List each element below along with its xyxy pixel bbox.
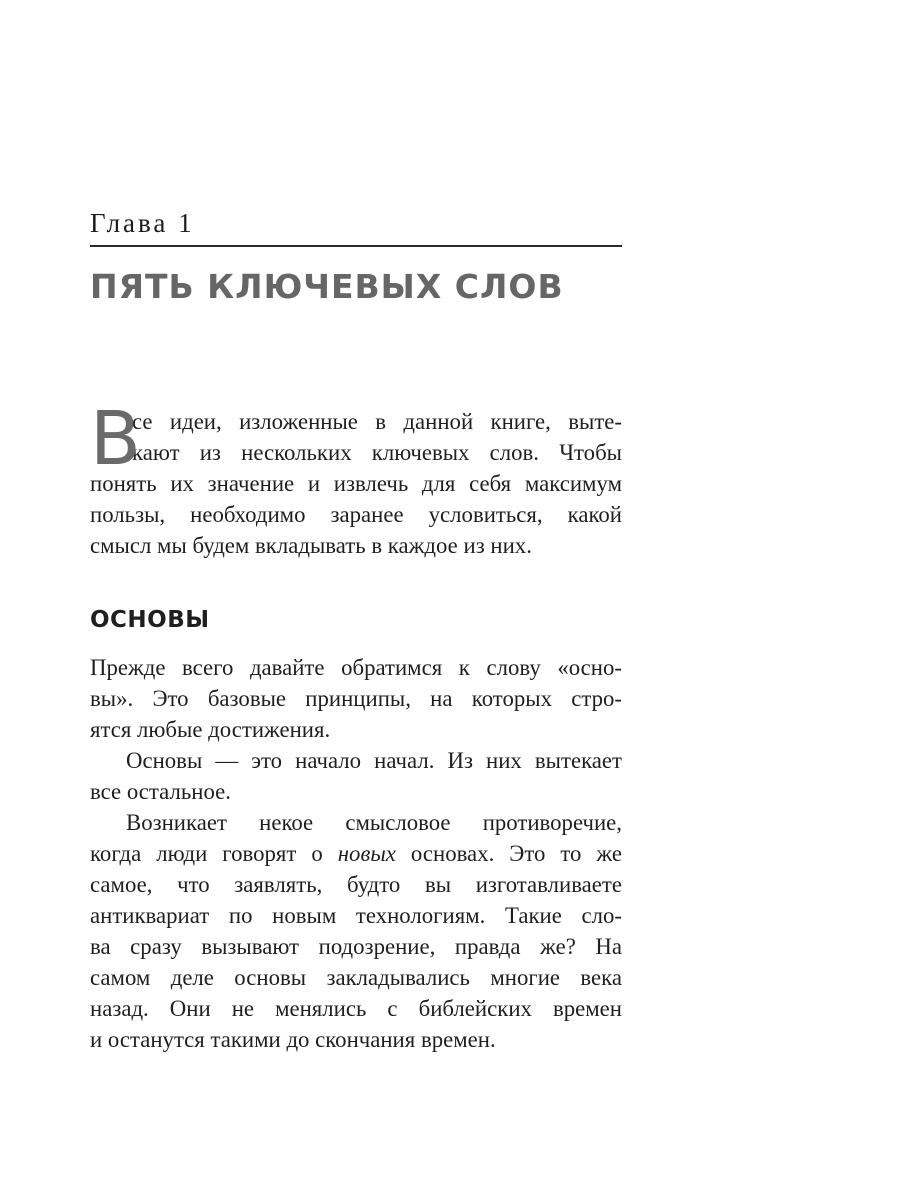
emphasis-new: новых bbox=[337, 841, 396, 866]
chapter-rule bbox=[90, 245, 622, 247]
text-run: когда люди говорят о bbox=[90, 841, 338, 866]
chapter-label: Глава 1 bbox=[90, 208, 195, 238]
lead-line: пользы, необходимо заранее условиться, какой bbox=[90, 502, 622, 527]
paragraph-line: Прежде всего давайте обратимся к слову «осно- bbox=[90, 655, 622, 680]
main-text bbox=[90, 652, 622, 1055]
paragraph-line: самом деле основы закладывались многие века bbox=[90, 965, 622, 990]
text-run: основах. Это то же bbox=[395, 841, 622, 866]
paragraph-line: Возникает некое смысловое противоречие, bbox=[126, 810, 622, 835]
paragraph-line: самое, что заявлять, будто вы изготавливаете bbox=[90, 872, 622, 897]
section-heading: ОСНОВЫ bbox=[90, 607, 210, 633]
paragraph-line: антиквариат по новым технологиям. Такие сло- bbox=[90, 903, 622, 928]
chapter-title: ПЯТЬ КЛЮЧЕВЫХ СЛОВ bbox=[90, 267, 564, 306]
paragraph-line: назад. Они не менялись с библейских времен bbox=[90, 996, 622, 1021]
paragraph-line: и останутся такими до скончания времен. bbox=[90, 1027, 496, 1052]
lead-line: смысл мы будем вкладывать в каждое из них. bbox=[90, 533, 532, 558]
lead-line: понять их значение и извлечь для себя максимум bbox=[90, 471, 622, 496]
paragraph-line: вы». Это базовые принципы, на которых стро- bbox=[90, 686, 622, 711]
paragraph-line: Основы — это начало начал. Из них вытекает bbox=[126, 748, 622, 773]
paragraph-line: ятся любые достижения. bbox=[90, 717, 331, 742]
drop-cap: В bbox=[90, 396, 141, 482]
lead-line: кают из нескольких ключевых слов. Чтобы bbox=[132, 440, 622, 465]
paragraph-line: все остальное. bbox=[90, 779, 231, 804]
lead-paragraph bbox=[90, 396, 622, 561]
lead-line: се идеи, изложенные в данной книге, выте- bbox=[132, 409, 622, 434]
paragraph-line: ва сразу вызывают подозрение, правда же? На bbox=[90, 934, 622, 959]
paragraph-line bbox=[90, 838, 622, 869]
